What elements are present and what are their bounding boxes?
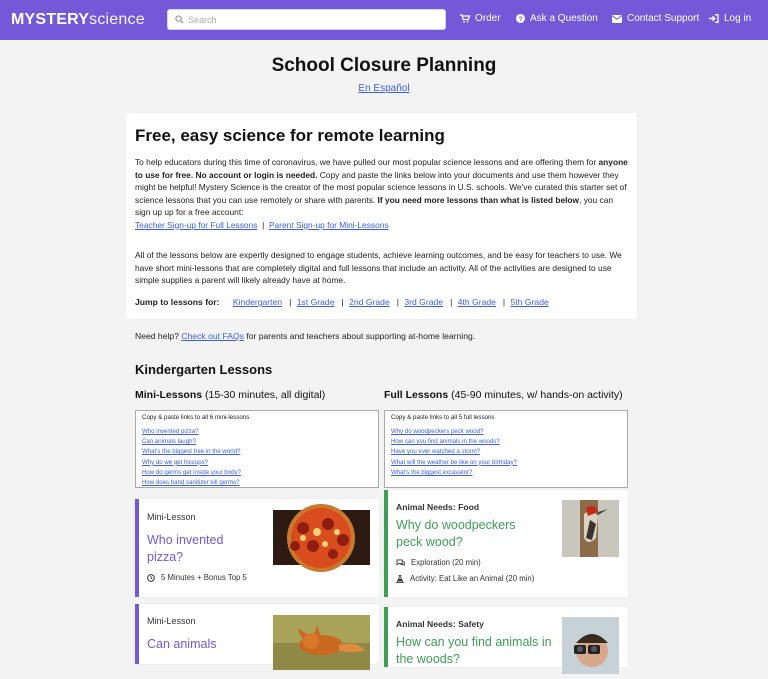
full-link[interactable]: Why do woodpeckers peck wood? bbox=[391, 428, 484, 435]
jump-4th-grade[interactable]: 4th Grade bbox=[457, 297, 496, 307]
lesson-card-find-animals[interactable] bbox=[384, 607, 628, 667]
search-input[interactable] bbox=[188, 12, 438, 27]
full-lessons-heading: Full Lessons (45-90 minutes, w/ hands-on activity) bbox=[384, 389, 623, 401]
lesson-title[interactable]: Who invented pizza? bbox=[147, 533, 224, 564]
lesson-meta-activity: Activity: Eat Like an Animal (20 min) bbox=[396, 574, 534, 583]
clock-icon bbox=[147, 574, 155, 582]
search-icon bbox=[175, 15, 184, 24]
envelope-icon bbox=[612, 15, 622, 23]
mini-link[interactable]: Can animals laugh? bbox=[142, 438, 196, 446]
order-link[interactable]: Order bbox=[460, 13, 501, 24]
intro-paragraph: To help educators during this time of coronavirus, we have pulled our most popular science lessons and are offering them for anyone to use for free. No account or login is needed. Copy and paste the links below into your documents and use them however they might be helpful! Mystery Science is the creator of the most popular science lessons in U.S. schools. We've curated this starter set of science lessons that you can use remotely or share with parents. If you need more lessons than what is listed below, you can sign up up for a free account: Teacher Sign-up for Full Lessons | Parent Sign-up for Mini-Lessons bbox=[135, 157, 628, 230]
jump-3rd-grade[interactable]: 3rd Grade bbox=[404, 297, 444, 307]
espanol-link[interactable]: En Español bbox=[358, 83, 410, 94]
top-nav bbox=[0, 0, 768, 40]
jump-kindergarten[interactable]: Kindergarten bbox=[232, 297, 283, 307]
login-icon bbox=[709, 14, 719, 23]
need-help-text: Need help? Check out FAQs for parents and teachers about supporting at-home learning. bbox=[135, 331, 476, 341]
svg-text:?: ? bbox=[518, 16, 523, 24]
mini-link[interactable]: How does hand sanitizer kill germs? bbox=[142, 479, 240, 487]
full-lessons-link-box[interactable]: Copy & paste links to all 5 full lessons Why do woodpeckers peck wood? How can you find animals in the woods? Have you ever watched a storm? What will the weather be like on your birthday? What's the biggest excavator? bbox=[384, 410, 628, 488]
lesson-card-animals-laugh[interactable] bbox=[135, 604, 379, 664]
woodpecker-image bbox=[562, 500, 619, 557]
lesson-kicker: Animal Needs: Safety bbox=[396, 619, 484, 629]
lesson-title[interactable]: Can animals bbox=[147, 637, 217, 651]
espanol-link-wrap bbox=[0, 83, 768, 94]
lesson-meta: 5 Minutes + Bonus Top 5 bbox=[147, 573, 247, 582]
lesson-title[interactable]: Why do woodpeckers peck wood? bbox=[396, 518, 516, 549]
mini-link[interactable]: What's the biggest tree in the world? bbox=[142, 448, 241, 456]
login-link[interactable]: Log in bbox=[709, 13, 751, 24]
mini-lessons-link-box[interactable]: Copy & paste links to all 6 mini-lessons Who invented pizza? Can animals laugh? What's the biggest tree in the world? Why do we get hiccups? How do germs get inside your body? How does hand sanitizer kill germs? bbox=[135, 410, 379, 488]
intro-heading: Free, easy science for remote learning bbox=[135, 126, 445, 145]
faq-link[interactable]: Check out FAQs bbox=[181, 331, 244, 341]
intro-card bbox=[126, 113, 637, 319]
mini-link[interactable]: Who invented pizza? bbox=[142, 428, 199, 435]
kindergarten-title: Kindergarten Lessons bbox=[135, 362, 273, 377]
mini-link[interactable]: How do germs get inside your body? bbox=[142, 468, 241, 476]
lesson-kicker: Animal Needs: Food bbox=[396, 502, 480, 512]
parent-signup-link[interactable]: Parent Sign-up for Mini-Lessons bbox=[268, 219, 389, 230]
lesson-meta-exploration: Exploration (20 min) bbox=[396, 558, 481, 567]
jump-1st-grade[interactable]: 1st Grade bbox=[296, 297, 335, 307]
pizza-image bbox=[273, 510, 370, 565]
page-title: School Closure Planning bbox=[271, 55, 497, 76]
search-box[interactable] bbox=[167, 9, 446, 30]
ask-question-link[interactable]: ? Ask a Question bbox=[516, 13, 598, 24]
chat-bubbles-icon bbox=[396, 559, 405, 567]
teacher-signup-link[interactable]: Teacher Sign-up for Full Lessons bbox=[135, 219, 258, 230]
lesson-title[interactable]: How can you find animals in the woods? bbox=[396, 635, 552, 666]
lesson-card-pizza[interactable] bbox=[135, 499, 379, 597]
cart-icon bbox=[460, 14, 470, 23]
flask-icon bbox=[396, 575, 404, 583]
intro-paragraph-2: All of the lessons below are expertly designed to engage students, achieve learning outcomes, and be easy for teachers to use. We have short mini-lessons that are completely digital and full lessons that include an activity. All of the activities are designed to use simple supplies a parent will likely already have at home. bbox=[135, 250, 622, 285]
full-link[interactable]: Have you ever watched a storm? bbox=[391, 448, 481, 456]
full-link[interactable]: How can you find animals in the woods? bbox=[391, 438, 500, 446]
fox-image bbox=[273, 615, 370, 670]
question-circle-icon bbox=[516, 14, 525, 23]
jump-5th-grade[interactable]: 5th Grade bbox=[510, 297, 549, 307]
binoculars-kid-image bbox=[562, 617, 619, 674]
jump-2nd-grade[interactable]: 2nd Grade bbox=[349, 297, 390, 307]
mini-link[interactable]: Why do we get hiccups? bbox=[142, 458, 209, 466]
jump-links: Jump to lessons for: Kindergarten | 1st Grade | 2nd Grade | 3rd Grade | 4th Grade | 5th Grade bbox=[135, 297, 549, 307]
lesson-kicker: Mini-Lesson bbox=[147, 512, 196, 522]
lesson-kicker: Mini-Lesson bbox=[147, 616, 196, 626]
logo[interactable]: MYSTERYscience bbox=[11, 11, 145, 28]
full-link[interactable]: What's the biggest excavator? bbox=[391, 468, 473, 476]
mini-lessons-heading: Mini-Lessons (15-30 minutes, all digital) bbox=[135, 389, 326, 401]
lesson-card-woodpeckers[interactable] bbox=[384, 490, 628, 597]
full-link[interactable]: What will the weather be like on your birthday? bbox=[391, 458, 518, 466]
contact-support-link[interactable]: Contact Support bbox=[612, 13, 699, 24]
